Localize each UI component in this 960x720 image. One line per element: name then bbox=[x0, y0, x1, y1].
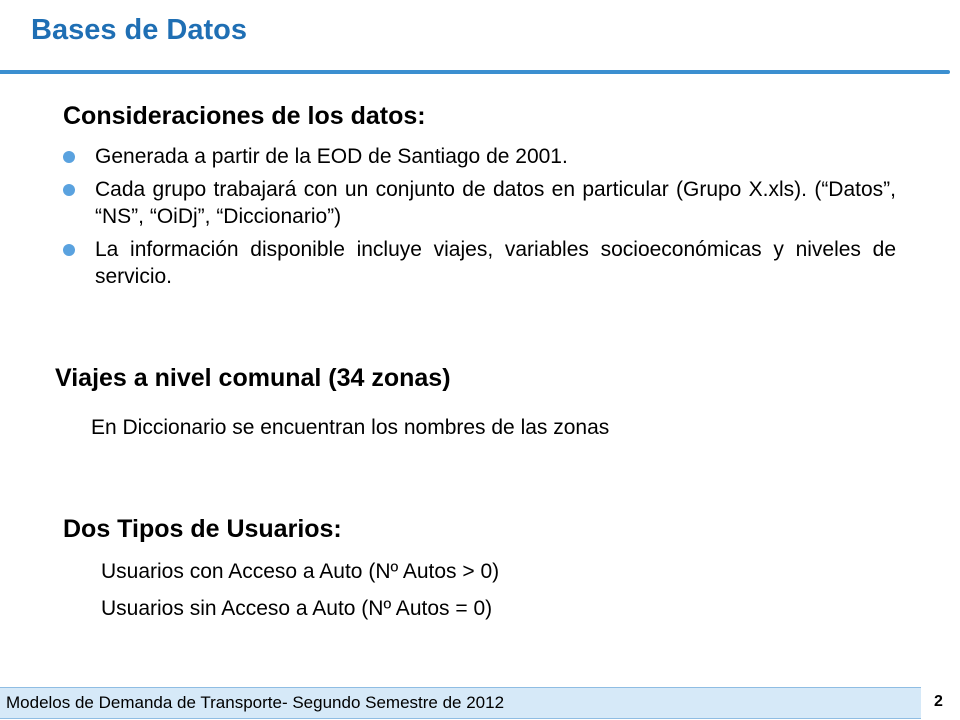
bullet-item bbox=[63, 236, 896, 290]
heading-tipos-usuarios: Dos Tipos de Usuarios: bbox=[63, 515, 342, 543]
bullet-dot-icon bbox=[63, 184, 75, 196]
bullet-item bbox=[63, 143, 896, 170]
bullet-text: Cada grupo trabajará con un conjunto de datos en particular (Grupo X.xls). (“Datos”, “NS”, “OiDj”, “Diccionario”) bbox=[95, 178, 896, 228]
heading-viajes: Viajes a nivel comunal (34 zonas) bbox=[55, 364, 451, 392]
heading-consideraciones: Consideraciones de los datos: bbox=[63, 102, 426, 130]
bullet-dot-icon bbox=[63, 151, 75, 163]
considerations-bullet-list bbox=[63, 143, 896, 296]
user-type-con-auto: Usuarios con Acceso a Auto (Nº Autos > 0) bbox=[101, 560, 500, 583]
diccionario-note: En Diccionario se encuentran los nombres de las zonas bbox=[91, 416, 610, 439]
bullet-item bbox=[63, 176, 896, 230]
page-number: 2 bbox=[934, 693, 943, 710]
footer-text: Modelos de Demanda de Transporte- Segundo Semestre de 2012 bbox=[6, 693, 505, 712]
footer-bar bbox=[0, 687, 921, 719]
slide-title: Bases de Datos bbox=[31, 14, 247, 46]
bullet-text: Generada a partir de la EOD de Santiago de 2001. bbox=[95, 145, 568, 168]
title-divider bbox=[0, 70, 950, 74]
user-type-sin-auto: Usuarios sin Acceso a Auto (Nº Autos = 0) bbox=[101, 597, 493, 620]
bullet-dot-icon bbox=[63, 244, 75, 256]
bullet-text: La información disponible incluye viajes, variables socioeconómicas y niveles de servicio. bbox=[95, 238, 896, 288]
